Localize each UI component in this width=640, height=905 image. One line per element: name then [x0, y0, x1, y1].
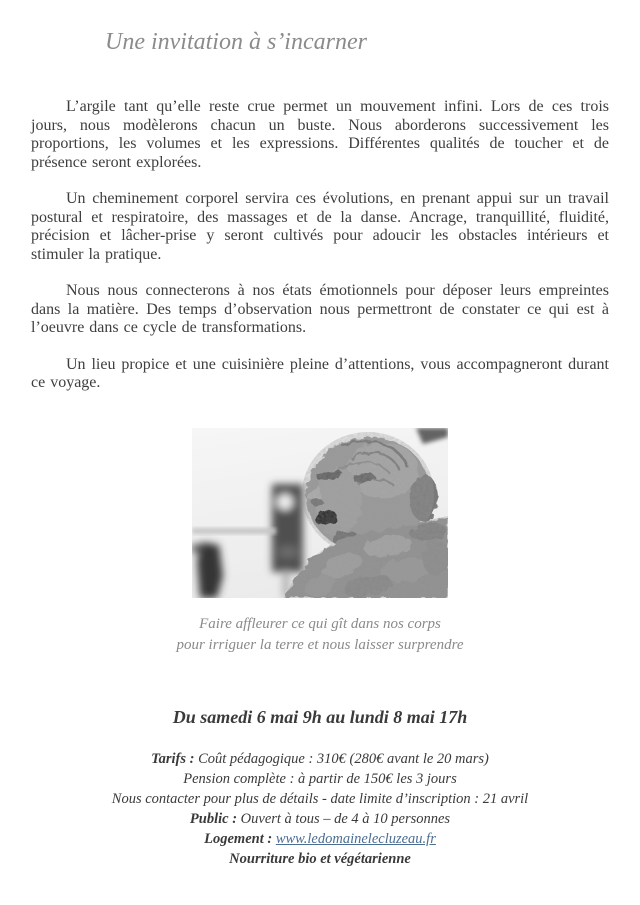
detail-pension: Pension complète : à partir de 150€ les 3 jours [183, 770, 457, 787]
details-block [0, 749, 640, 869]
detail-contact: Nous contacter pour plus de détails - date limite d’inscription : 21 avril [111, 790, 529, 807]
schedule-heading: Du samedi 6 mai 9h au lundi 8 mai 17h [172, 706, 468, 727]
wall-ledge-shape [192, 528, 276, 534]
body-text-block [31, 98, 609, 393]
public-label: Public : [189, 810, 238, 827]
sculpture-photo-image [192, 428, 448, 598]
public-text: Ouvert à tous – de 4 à 10 personnes [240, 810, 451, 827]
body-paragraph: Un cheminement corporel servira ces évolutions, en prenant appui sur un travail postural et respiratoire, des massages et de la danse. Ancrage, tranquillité, fluidité, précision et lâcher-prise y seront cultivés pour adoucir les obstacles intérieurs et stimuler la pratique. [31, 190, 609, 263]
detail-tarifs [0, 749, 640, 769]
logement-link[interactable]: www.ledomainelecluzeau.fr [275, 830, 436, 847]
photo-caption-line1: Faire affleurer ce qui gît dans nos corps [199, 615, 441, 632]
body-paragraph: L’argile tant qu’elle reste crue permet un mouvement infini. Lors de ces trois jours, nous modèlerons chacun un buste. Nous aborderons successivement les proportions, les volumes et les expressions. Différentes qualités de toucher et de présence seront explorées. [31, 98, 609, 171]
tarifs-label: Tarifs : [151, 750, 195, 767]
tarifs-text: Coût pédagogique : 310€ (280€ avant le 20 mars) [198, 750, 489, 767]
body-paragraph: Nous nous connecterons à nos états émotionnels pour déposer leurs empreintes dans la matière. Des temps d’observation nous permettront de constater ce qui est à l’oeuvre dans ce cycle de transformations. [31, 282, 609, 336]
detail-logement [0, 829, 640, 849]
sculpture-photo [192, 428, 448, 598]
logement-label: Logement : [204, 830, 273, 847]
body-paragraph: Un lieu propice et une cuisinière pleine d’attentions, vous accompagneront durant ce voyage. [31, 355, 609, 391]
photo-caption-line2: pour irriguer la terre et nous laisser surprendre [176, 636, 464, 653]
detail-nourriture: Nourriture bio et végétarienne [229, 850, 411, 867]
document-title: Une invitation à s’incarner [105, 29, 367, 55]
photo-caption [0, 614, 640, 656]
detail-public [0, 809, 640, 829]
